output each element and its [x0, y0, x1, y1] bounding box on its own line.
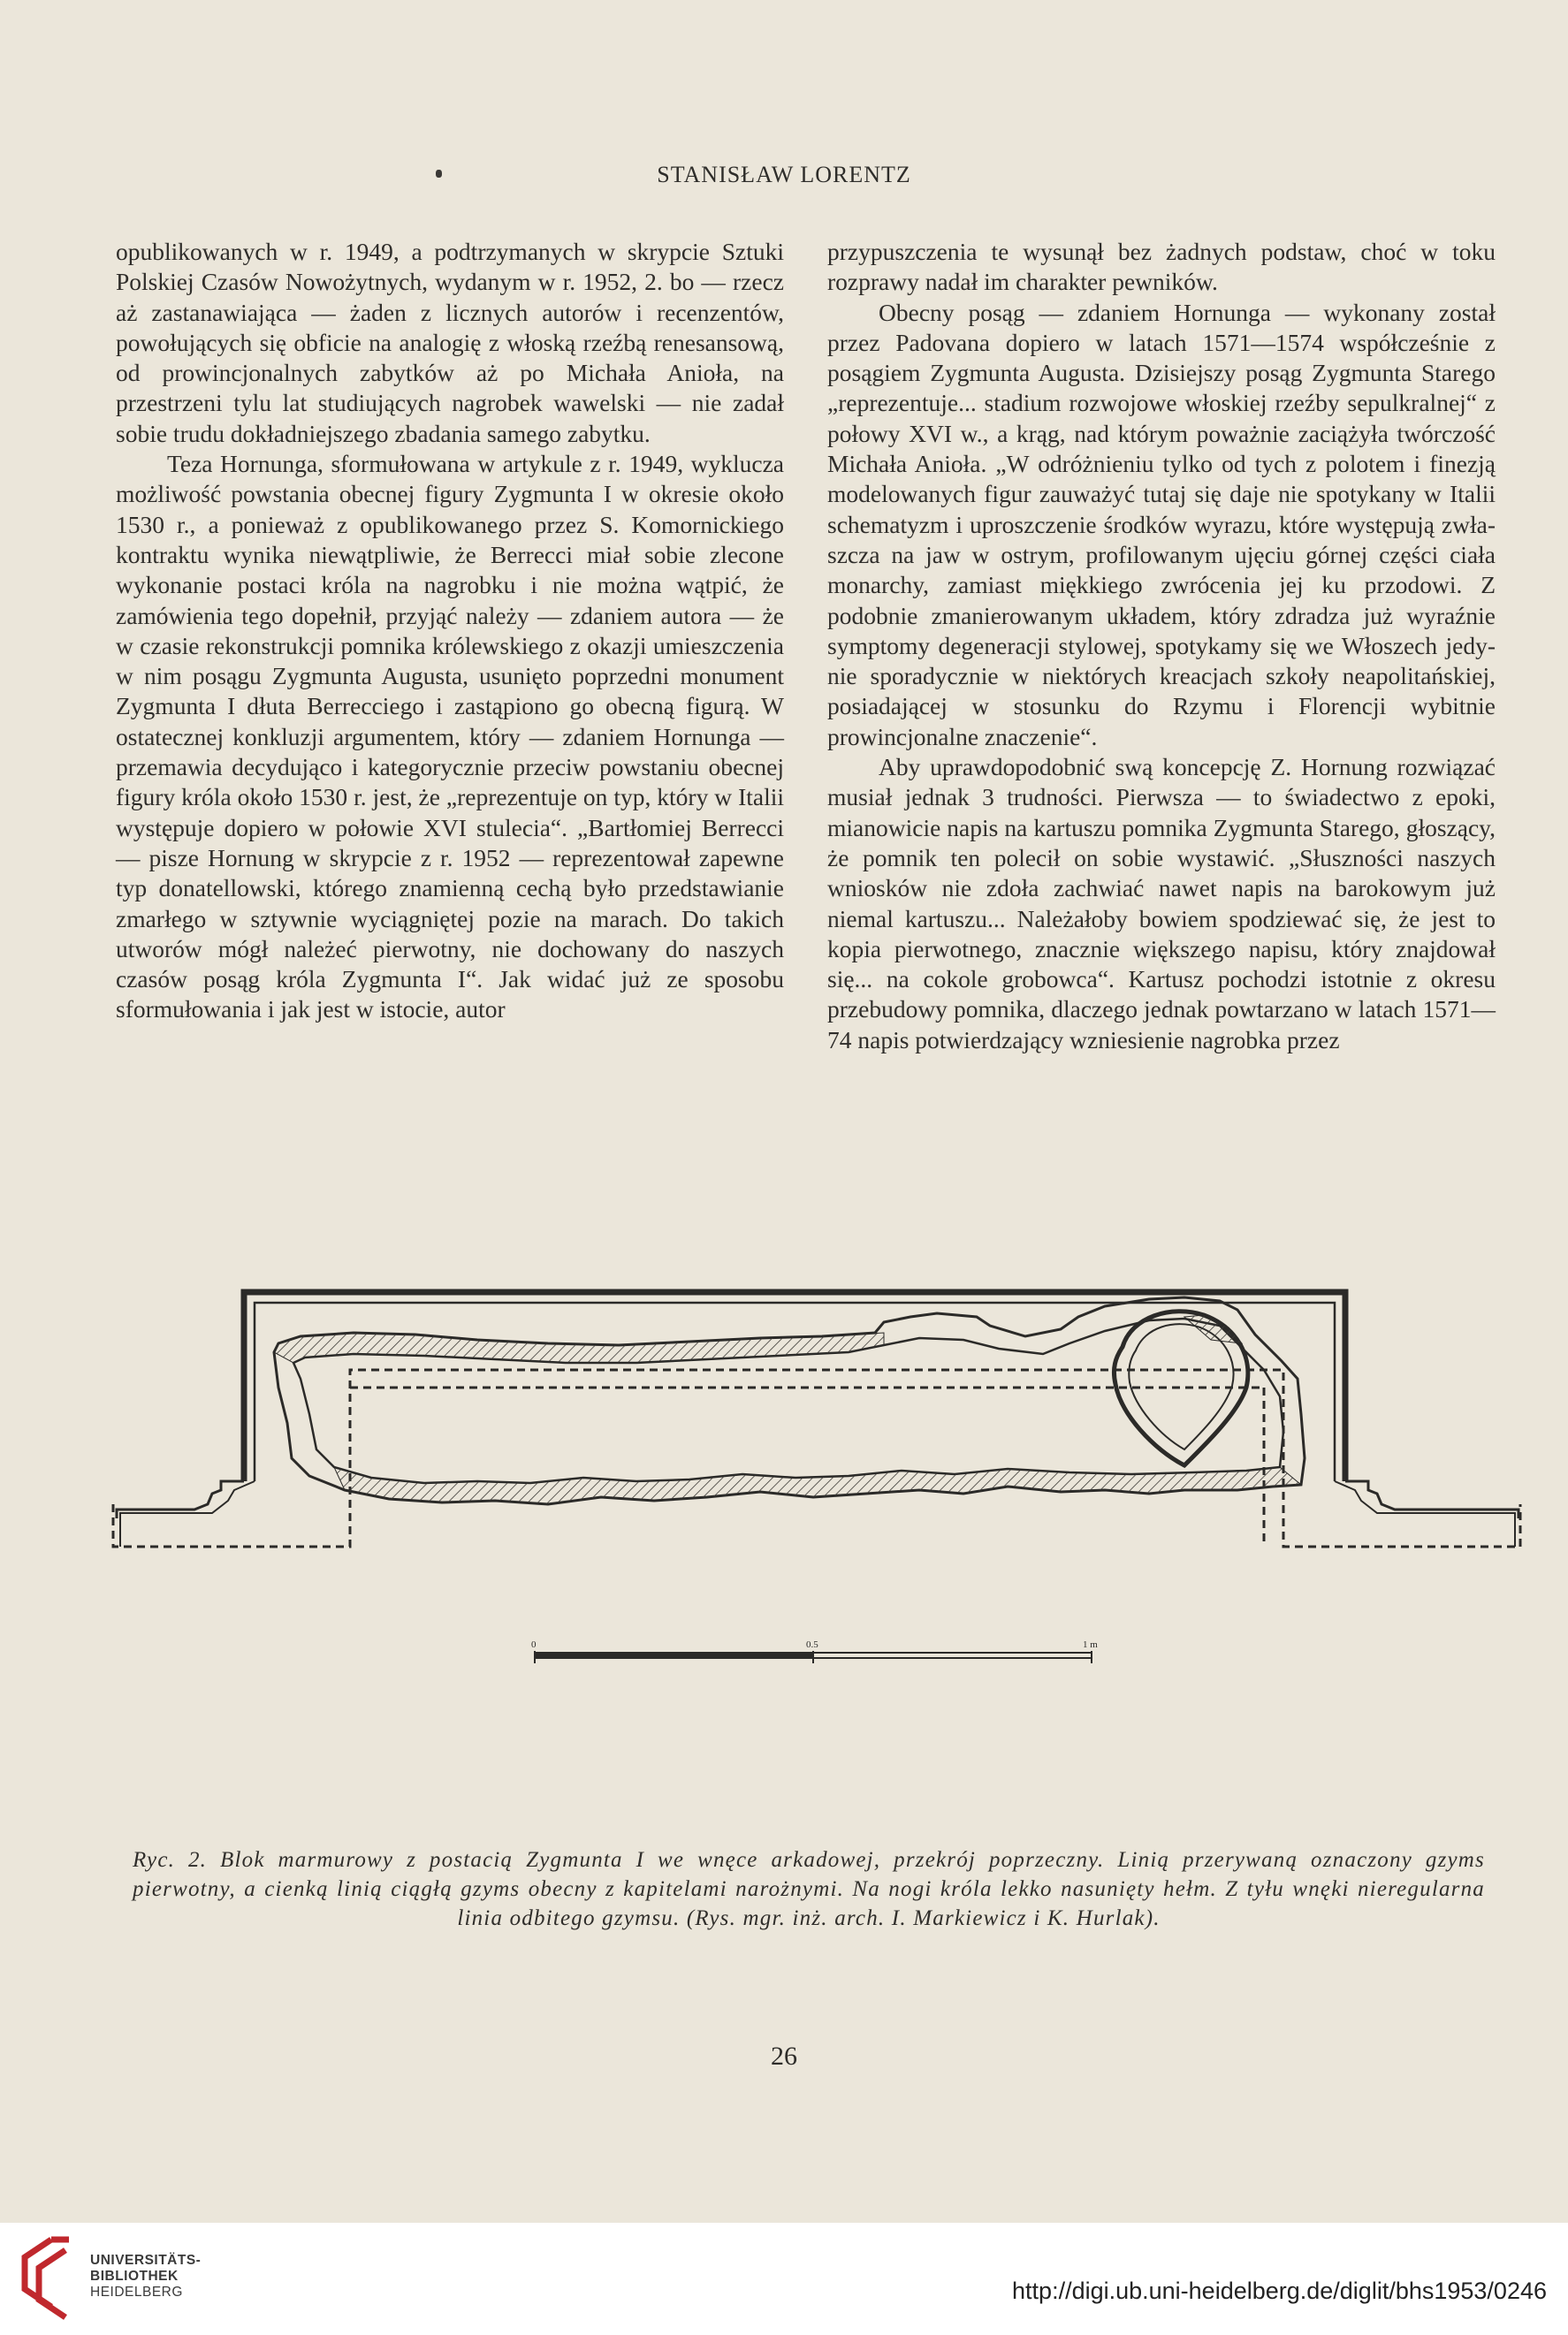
library-logo-icon — [16, 2234, 78, 2323]
text-column-left — [116, 237, 784, 1025]
figure-cross-section — [88, 1282, 1538, 1847]
permalink-url[interactable]: http://digi.ub.uni-heidelberg.de/diglit/bhs1953/0246 — [1012, 2278, 1547, 2304]
running-head: STANISŁAW LORENTZ — [657, 162, 911, 187]
text-column-right — [827, 237, 1496, 1055]
library-name — [90, 2253, 201, 2301]
scale-bar — [535, 1651, 1092, 1663]
scale-label-0: 0 — [531, 1639, 537, 1650]
paragraph: opublikowanych w r. 1949, a podtrzymanych w skrypcie Sztuki Polskiej Czasów Nowożytnych, wydanym w r. 1952, 2. bo — rzecz aż zastanawiająca — żaden z licznych autorów i recenzentów, powołujących się obficie na analogię z włoską rzeźbą renesansową, od prowincjonalnych zabytków aż po Michała Anioła, na przestrzeni tylu lat studiujących nagrobek wawelski — nie zadał sobie trudu dokładniejszego zbadania samego zabytku. — [116, 238, 784, 447]
paragraph: Obecny posąg — zdaniem Hornunga — wykonany został przez Padovana dopiero w latach 1571—1574 współcześnie z posągiem Zygmunta Augusta. Dzisiejszy posąg Zygmunta Starego „reprezentuje... stadium rozwojowe włoskiej rzeźby sepulkralnej“ z połowy XVI w., a krąg, nad którym poważnie zaciążyła twórczość Michała Anioła. „W odróżnieniu tylko od tych z polotem i finezją modelowanych figur zauważyć tutaj się daje nie spotykany w Italii schematyzm i uproszczenie środków wyrazu, które występują zwłaszcza na jaw w ostrym, profilowanym ujęciu górnej części ciała monarchy, zamiast miękkiego zwrócenia jej ku przodowi. Z podobnie zmanierowanym układem, który zdradza już wyraźnie symptomy degeneracji stylowej, spotykamy się we Włoszech jedynie sporadycznie w niektórych kreacjach szkoły neapolitańskiej, posiadającej w stosunku do Rzymu i Florencji wybitnie prowincjonalne znaczenie“. — [827, 298, 1496, 750]
paragraph: Teza Hornunga, sformułowana w artykule z r. 1949, wyklucza możliwość powstania obecnej figury Zygmunta I w okresie około 1530 r., a ponieważ z opublikowanego przez S. Komornickiego kontraktu wynika niewątpliwie, że Berrecci miał sobie zlecone wykonanie postaci króla na nagrobku i nie można wątpić, że zamówienia tego dopełnił, przyjąć należy — zdaniem autora — że w czasie rekonstrukcji pomnika królewskiego z okazji umieszczenia w nim posągu Zygmunta Augusta, usunięto poprzedni monument Zygmunta I dłuta Berrecciego i zastąpiono go obecną figurą. W ostatecznej konkluzji argumentem, który — zdaniem Hornunga — przemawia decydująco i kategorycznie przeciw powstaniu obecnej figury króla około 1530 r. jest, że „reprezentuje on typ, który w Italii występuje dopiero w połowie XVI stulecia“. „Bartłomiej Berrecci — pisze Hornung w skrypcie z r. 1952 — reprezentował zapewne typ donatellowski, którego znamienną cechą było przedstawianie zmarłego w sztywnie wyciągniętej pozie na marach. Do takich utworów mógł należeć pierwotny, nie dochowany do naszych czasów posąg króla Zygmunta I“. Jak widać już ze sposobu sformułowania i jak jest w istocie, autor — [116, 450, 784, 1023]
paragraph: przypuszczenia te wysunął bez żadnych podstaw, choć w toku rozprawy nadał im charakter pewników. — [827, 238, 1496, 296]
library-name-line2: BIBLIOTHEK — [90, 2269, 179, 2284]
library-name-line3: HEIDELBERG — [90, 2285, 183, 2300]
niche-outline — [117, 1292, 1519, 1547]
scale-label-half: 0.5 — [806, 1639, 818, 1650]
paragraph: Aby uprawdopodobnić swą koncepcję Z. Hornung rozwiązać musiał jednak 3 trudności. Pierwsza — to świadectwo z epoki, mianowicie napis na kartuszu pomnika Zygmunta Starego, głoszący, że pomnik ten polecił on sobie wystawić. „Słuszności naszych wniosków nie zdoła zachwiać nawet napis na barokowym już niemal kartuszu... Należałoby bowiem spodziewać się, że jest to kopia pierwotnego, znacznie większego napisu, który znajdował się... na cokole grobowca“. Kartusz pochodzi istotnie z okresu przebudowy pomnika, dlaczego jednak powtarzano w latach 1571—74 napis potwierdzający wzniesienie nagrobka przez — [827, 753, 1496, 1053]
library-name-line1: UNIVERSITÄTS- — [90, 2253, 202, 2268]
marble-block — [274, 1297, 1305, 1504]
page-number: 26 — [771, 2042, 797, 2071]
scale-label-1m: 1 m — [1083, 1639, 1098, 1650]
figure-caption: Ryc. 2. Blok marmurowy z postacią Zygmunta I we wnęce arkadowej, przekrój poprzeczny. Linią przerywaną oznaczony gzyms pierwotny, a cienką linią ciągłą gzyms obecny z kapitelami narożnymi. Na nogi króla lekko nasunięty hełm. Z tyłu wnęki nieregularna linia odbitego gzymsu. (Rys. mgr. inż. arch. I. Markiewicz i K. Hurlak). — [133, 1848, 1485, 1930]
